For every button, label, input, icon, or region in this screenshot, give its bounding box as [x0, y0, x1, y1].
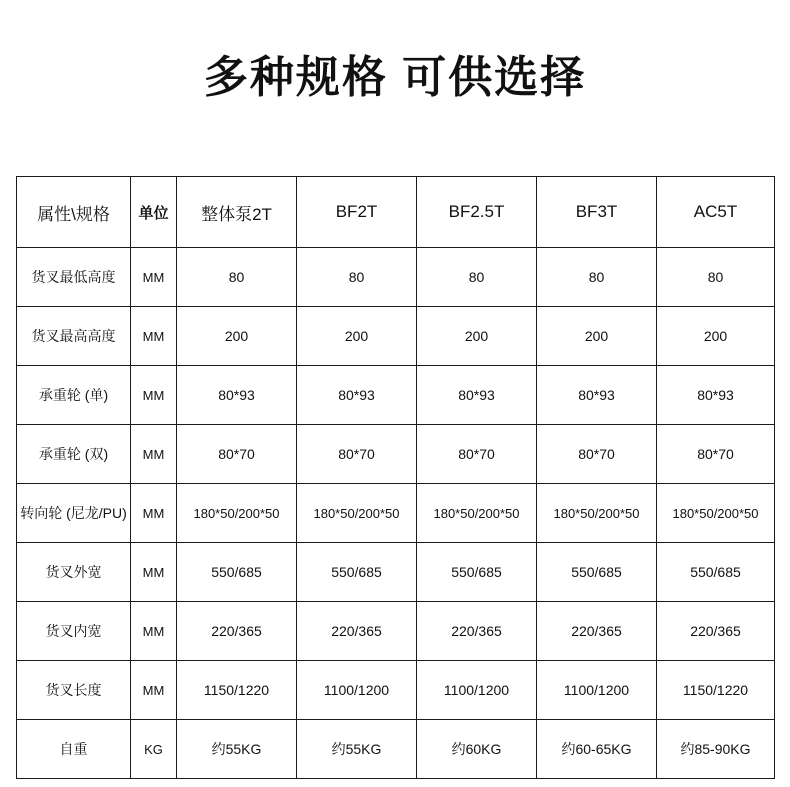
cell-value: 80*93 [657, 366, 775, 425]
table-row [17, 307, 775, 366]
table-row [17, 366, 775, 425]
cell-value: 80*93 [537, 366, 657, 425]
cell-value: 180*50/200*50 [537, 484, 657, 543]
cell-value: 约60-65KG [537, 720, 657, 779]
row-unit: MM [131, 248, 177, 307]
cell-value: 1100/1200 [297, 661, 417, 720]
cell-value: 220/365 [537, 602, 657, 661]
row-label: 转向轮 (尼龙/PU) [17, 484, 131, 543]
column-header-model-4: BF3T [537, 177, 657, 248]
cell-value: 80 [297, 248, 417, 307]
cell-value: 约55KG [297, 720, 417, 779]
cell-value: 80 [657, 248, 775, 307]
row-label: 货叉最低高度 [17, 248, 131, 307]
table-row [17, 602, 775, 661]
cell-value: 550/685 [537, 543, 657, 602]
specification-table [16, 176, 775, 779]
cell-value: 180*50/200*50 [657, 484, 775, 543]
table-row [17, 484, 775, 543]
cell-value: 80*93 [417, 366, 537, 425]
cell-value: 80*70 [297, 425, 417, 484]
row-label: 货叉长度 [17, 661, 131, 720]
cell-value: 80 [537, 248, 657, 307]
row-unit: MM [131, 661, 177, 720]
column-header-model-3: BF2.5T [417, 177, 537, 248]
table-row [17, 425, 775, 484]
column-header-unit: 单位 [131, 177, 177, 248]
spec-table-container [16, 176, 774, 779]
table-header-row [17, 177, 775, 248]
cell-value: 550/685 [417, 543, 537, 602]
cell-value: 180*50/200*50 [297, 484, 417, 543]
cell-value: 220/365 [297, 602, 417, 661]
column-header-model-5: AC5T [657, 177, 775, 248]
cell-value: 1100/1200 [537, 661, 657, 720]
row-label: 承重轮 (单) [17, 366, 131, 425]
row-unit: MM [131, 425, 177, 484]
cell-value: 220/365 [177, 602, 297, 661]
row-unit: MM [131, 602, 177, 661]
row-label: 货叉外宽 [17, 543, 131, 602]
table-row [17, 248, 775, 307]
column-header-model-1: 整体泵2T [177, 177, 297, 248]
cell-value: 200 [177, 307, 297, 366]
row-label: 承重轮 (双) [17, 425, 131, 484]
column-header-attribute: 属性\规格 [17, 177, 131, 248]
row-unit: MM [131, 543, 177, 602]
table-row [17, 661, 775, 720]
row-label: 货叉内宽 [17, 602, 131, 661]
cell-value: 80*70 [417, 425, 537, 484]
row-label: 自重 [17, 720, 131, 779]
cell-value: 220/365 [417, 602, 537, 661]
cell-value: 约60KG [417, 720, 537, 779]
table-row [17, 543, 775, 602]
cell-value: 1150/1220 [657, 661, 775, 720]
cell-value: 约85-90KG [657, 720, 775, 779]
cell-value: 80 [417, 248, 537, 307]
row-unit: MM [131, 484, 177, 543]
column-header-model-2: BF2T [297, 177, 417, 248]
cell-value: 200 [417, 307, 537, 366]
cell-value: 200 [297, 307, 417, 366]
table-row [17, 720, 775, 779]
page-title: 多种规格 可供选择 [203, 53, 587, 102]
row-unit: MM [131, 307, 177, 366]
cell-value: 200 [657, 307, 775, 366]
cell-value: 80*93 [177, 366, 297, 425]
cell-value: 80*70 [537, 425, 657, 484]
cell-value: 1150/1220 [177, 661, 297, 720]
cell-value: 220/365 [657, 602, 775, 661]
row-unit: MM [131, 366, 177, 425]
cell-value: 1100/1200 [417, 661, 537, 720]
cell-value: 180*50/200*50 [177, 484, 297, 543]
cell-value: 80*70 [177, 425, 297, 484]
cell-value: 550/685 [297, 543, 417, 602]
table-body [17, 248, 775, 779]
table-header [17, 177, 775, 248]
cell-value: 180*50/200*50 [417, 484, 537, 543]
row-label: 货叉最高高度 [17, 307, 131, 366]
row-unit: KG [131, 720, 177, 779]
cell-value: 80*70 [657, 425, 775, 484]
cell-value: 80 [177, 248, 297, 307]
cell-value: 550/685 [657, 543, 775, 602]
cell-value: 约55KG [177, 720, 297, 779]
cell-value: 200 [537, 307, 657, 366]
cell-value: 80*93 [297, 366, 417, 425]
cell-value: 550/685 [177, 543, 297, 602]
